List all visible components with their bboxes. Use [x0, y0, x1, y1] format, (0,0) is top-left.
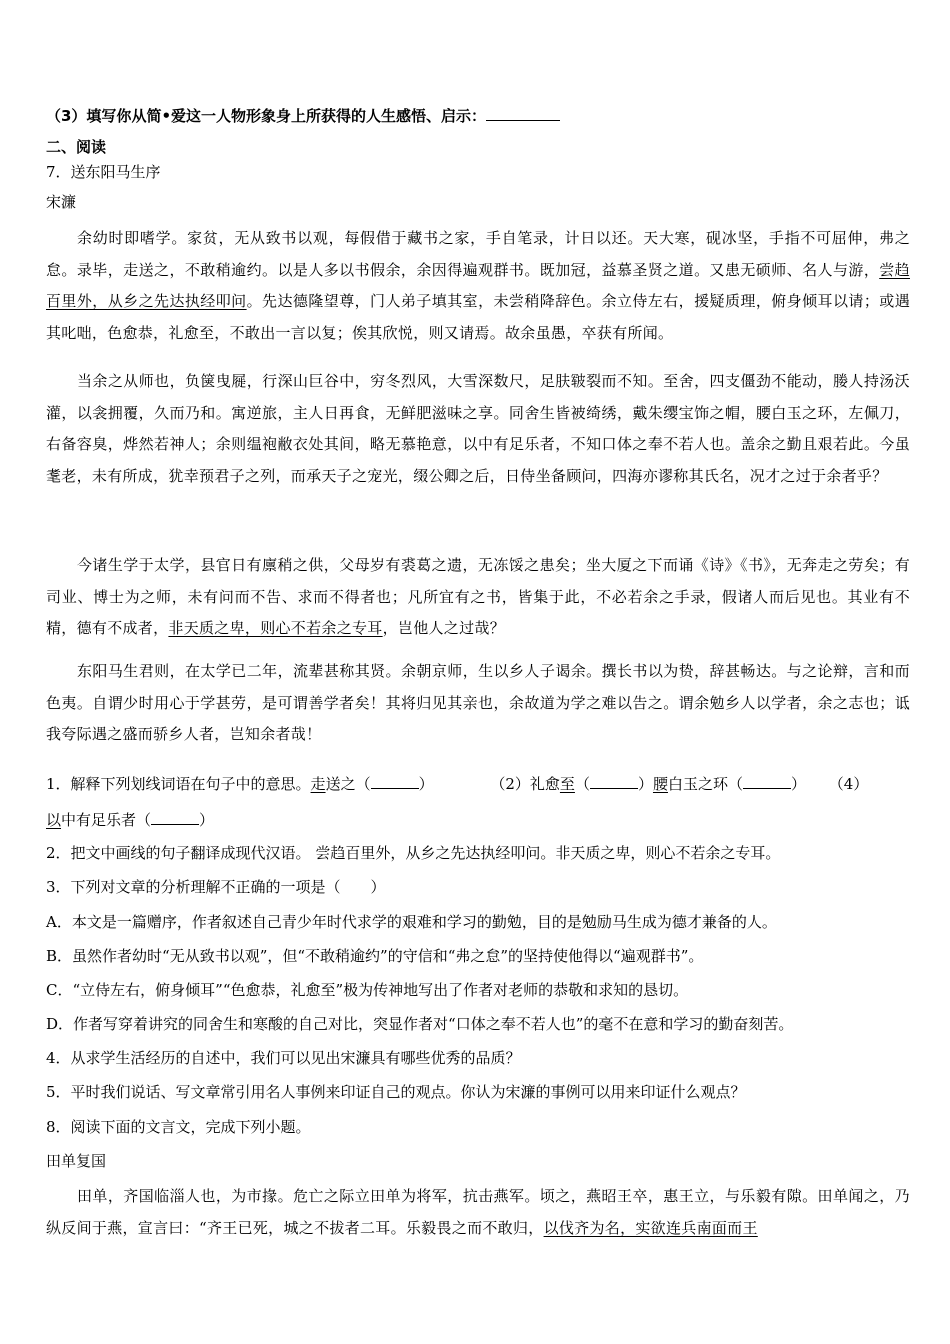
option-b: B．虽然作者幼时“无从致书以观”，但“不敢稍逾约”的守信和“弗之怠”的坚持使他得以“遍观群书”。: [46, 947, 704, 965]
underlined-sentence-3: 以伐齐为名，实欲连兵南面而王: [543, 1218, 758, 1237]
answer-blank[interactable]: [371, 772, 419, 789]
q3-prompt-line: [46, 104, 560, 126]
question-3: 3．下列对文章的分析理解不正确的一项是（ ）: [46, 878, 386, 896]
answer-blank[interactable]: [743, 772, 791, 789]
underlined-sentence-2: 非天质之卑，则心不若余之专耳: [168, 619, 383, 637]
answer-blank[interactable]: [486, 104, 560, 121]
answer-blank[interactable]: [590, 772, 638, 789]
q3-prompt: （3）填写你从简•爱这一人物形象身上所获得的人生感悟、启示：: [46, 107, 487, 125]
passage-paragraph-4: 东阳马生君则，在太学已二年，流辈甚称其贤。余朝京师，生以乡人子谒余。撰长书以为贽，辞甚畅达。与之论辩，言和而色夷。自谓少时用心于学甚劳，是可谓善学者矣！其将归见其亲也，余故道为学之难以告之。谓余勉乡人以学者，余之志也；诋我夸际遇之盛而骄乡人者，岂知余者哉！: [46, 662, 910, 743]
q7-title: 7．送东阳马生序: [46, 163, 161, 181]
passage-paragraph-3: 今诸生学于太学，县官日有廪稍之供，父母岁有裘葛之遗，无冻馁之患矣；坐大厦之下而诵《诗》《书》，无奔走之劳矣；有司业、博士为之师，未有问而不告、求而不得者也；凡所宜有之书，皆集于此，不必若余之手录，假诸人而后见也。其业有不精，德有不成者，非天质之卑，则心不若余之专耳，岂他人之过哉？: [46, 556, 910, 637]
answer-blank[interactable]: [151, 808, 199, 825]
question-2: 2．把文中画线的句子翻译成现代汉语。 尝趋百里外，从乡之先达执经叩问。非天质之卑，则心不若余之专耳。: [46, 844, 781, 862]
q8-title: 田单复国: [46, 1152, 107, 1170]
question-4: 4．从求学生活经历的自述中，我们可以见出宋濂具有哪些优秀的品质？: [46, 1049, 521, 1067]
author: 宋濂: [46, 193, 77, 211]
underlined-sentence-1: 尝趋百里外，从乡之先达执经叩问: [46, 260, 910, 310]
question-5: 5．平时我们说话、写文章常引用名人事例来印证自己的观点。你认为宋濂的事例可以用来印证什么观点？: [46, 1083, 746, 1101]
passage-paragraph-2: 当余之从师也，负箧曳屣，行深山巨谷中，穷冬烈风，大雪深数尺，足肤皲裂而不知。至舍，四支僵劲不能动，媵人持汤沃灌，以衾拥覆，久而乃和。寓逆旅，主人日再食，无鲜肥滋味之享。同舍生皆被绮绣，戴朱缨宝饰之帽，腰白玉之环，左佩刀，右备容臭，烨然若神人；余则缊袍敝衣处其间，略无慕艳意，以中有足乐者，不知口体之奉不若人也。盖余之勤且艰若此。今虽耄老，未有所成，犹幸预君子之列，而承天子之宠光，缀公卿之后，日侍坐备顾问，四海亦谬称其氏名，况才之过于余者乎？: [46, 372, 910, 485]
question-1-line-1: 1．解释下列划线词语在句子中的意思。走送之（ ） （2）礼愈至（ ）腰白玉之环（ ） （4）: [46, 772, 868, 794]
section-title: 二、阅读: [46, 138, 107, 156]
passage-paragraph-1: 余幼时即嗜学。家贫，无从致书以观，每假借于藏书之家，手自笔录，计日以还。天大寒，砚冰坚，手指不可屈伸，弗之怠。录毕，走送之，不敢稍逾约。以是人多以书假余，余因得遍观群书。既加冠，益慕圣贤之道。又患无硕师、名人与游，尝趋百里外，从乡之先达执经叩问。先达德隆望尊，门人弟子填其室，未尝稍降辞色。余立侍左右，援疑质理，俯身倾耳以请；或遇其叱咄，色愈恭，礼愈至，不敢出一言以复；俟其欣悦，则又请焉。故余虽愚，卒获有所闻。: [46, 229, 911, 342]
question-8-intro: 8．阅读下面的文言文，完成下列小题。: [46, 1118, 311, 1136]
option-a: A．本文是一篇赠序，作者叙述自己青少年时代求学的艰难和学习的勤勉，目的是勉励马生成为德才兼备的人。: [46, 913, 777, 931]
question-1-line-2: 以中有足乐者（ ）: [46, 808, 214, 830]
passage2-paragraph: 田单，齐国临淄人也，为市掾。危亡之际立田单为将军，抗击燕军。顷之，燕昭王卒，惠王立，与乐毅有隙。田单闻之，乃纵反间于燕，宣言曰：“齐王已死，城之不拔者二耳。乐毅畏之而不敢归，以伐齐为名，实欲连兵南面而王: [46, 1187, 910, 1237]
option-c: C．“立侍左右，俯身倾耳”“色愈恭，礼愈至”极为传神地写出了作者对老师的恭敬和求知的恳切。: [46, 981, 689, 999]
option-d: D．作者写穿着讲究的同舍生和寒酸的自己对比，突显作者对“口体之奉不若人也”的毫不在意和学习的勤奋刻苦。: [46, 1015, 794, 1033]
